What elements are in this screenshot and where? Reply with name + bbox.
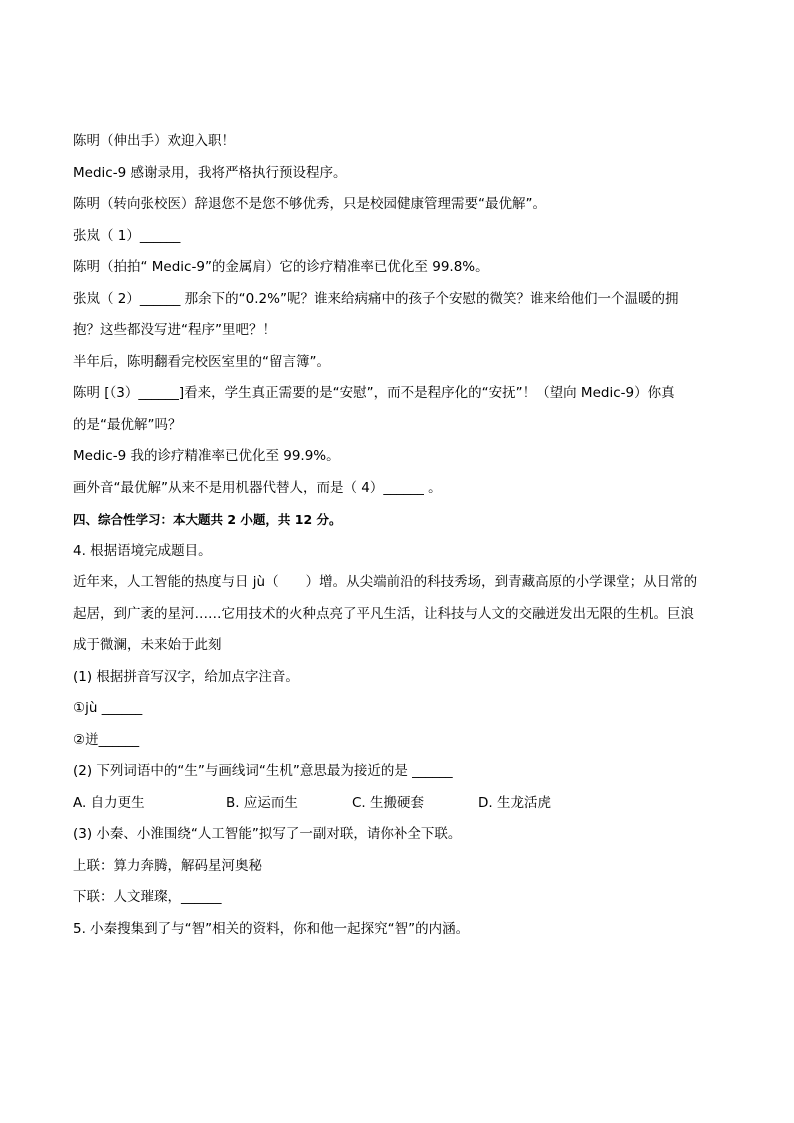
dialogue-line-6: 张岚（ 2）______ 那余下的“0.2%”呢？谁来给病痛中的孩子个安慰的微笑？谁来给他们一个温暖的拥 bbox=[73, 290, 679, 307]
couplet-upper: 上联：算力奔腾，解码星河奥秘 bbox=[73, 857, 262, 874]
sub-question-3: (3) 小秦、小淮围绕“人工智能”拟写了一副对联，请你补全下联。 bbox=[73, 826, 462, 842]
dialogue-line-10: 的是“最优解”吗？ bbox=[73, 416, 182, 433]
dialogue-line-11: Medic-9 我的诊疗精准率已优化至 99.9%。 bbox=[73, 448, 340, 464]
dialogue-line-4: 张岚（ 1）______ bbox=[73, 227, 181, 244]
option-a: A. 自力更生 bbox=[73, 794, 145, 811]
passage-line-3: 成于微澜，未来始于此刻 bbox=[73, 637, 222, 653]
sub-question-1: (1) 根据拼音写汉字，给加点字注音。 bbox=[73, 668, 299, 685]
sub-question-1-b: ②迸______ bbox=[73, 731, 140, 748]
question-5-stem: 5. 小秦搜集到了与“智”相关的资料，你和他一起探究“智”的内涵。 bbox=[73, 920, 470, 937]
sub-question-2: (2) 下列词语中的“生”与画线词“生机”意思最为接近的是 ______ bbox=[73, 763, 453, 779]
sub-question-1-a: ①jù ______ bbox=[73, 700, 143, 716]
passage-line-1: 近年来，人工智能的热度与日 jù（ ）增。从尖端前沿的科技秀场，到青藏高原的小学课堂；从日常的 bbox=[73, 574, 698, 590]
question-4-stem: 4. 根据语境完成题目。 bbox=[73, 542, 212, 559]
option-d: D. 生龙活虎 bbox=[478, 794, 551, 811]
dialogue-line-5: 陈明（拍拍“ Medic-9”的金属肩）它的诊疗精准率已优化至 99.8%。 bbox=[73, 259, 489, 275]
option-b: B. 应运而生 bbox=[226, 794, 298, 811]
couplet-lower: 下联：人文璀璨，______ bbox=[73, 889, 222, 905]
section-heading: 四、综合性学习：本大题共 2 小题，共 12 分。 bbox=[73, 512, 342, 527]
dialogue-line-8: 半年后，陈明翻看完校医室里的“留言簿”。 bbox=[73, 353, 330, 370]
dialogue-line-2: Medic-9 感谢录用，我将严格执行预设程序。 bbox=[73, 164, 347, 181]
answer-options bbox=[73, 788, 721, 820]
option-c: C. 生搬硬套 bbox=[352, 794, 425, 811]
dialogue-line-7: 抱？这些都没写进“程序”里吧？！ bbox=[73, 322, 276, 338]
dialogue-line-1: 陈明（伸出手）欢迎入职！ bbox=[73, 133, 235, 149]
dialogue-line-9: 陈明 [（3）______]看来，学生真正需要的是“安慰”，而不是程序化的“安抚”！（望向 Medic-9）你真 bbox=[73, 385, 675, 401]
dialogue-line-3: 陈明（转向张校医）辞退您不是您不够优秀，只是校园健康管理需要“最优解”。 bbox=[73, 196, 546, 212]
document-content bbox=[73, 126, 721, 945]
passage-line-2: 起居，到广袤的星河……它用技术的火种点亮了平凡生活，让科技与人文的交融迸发出无限的生机。巨浪 bbox=[73, 605, 694, 622]
dialogue-line-12: 画外音“最优解”从来不是用机器代替人，而是（ 4）______ 。 bbox=[73, 479, 442, 496]
